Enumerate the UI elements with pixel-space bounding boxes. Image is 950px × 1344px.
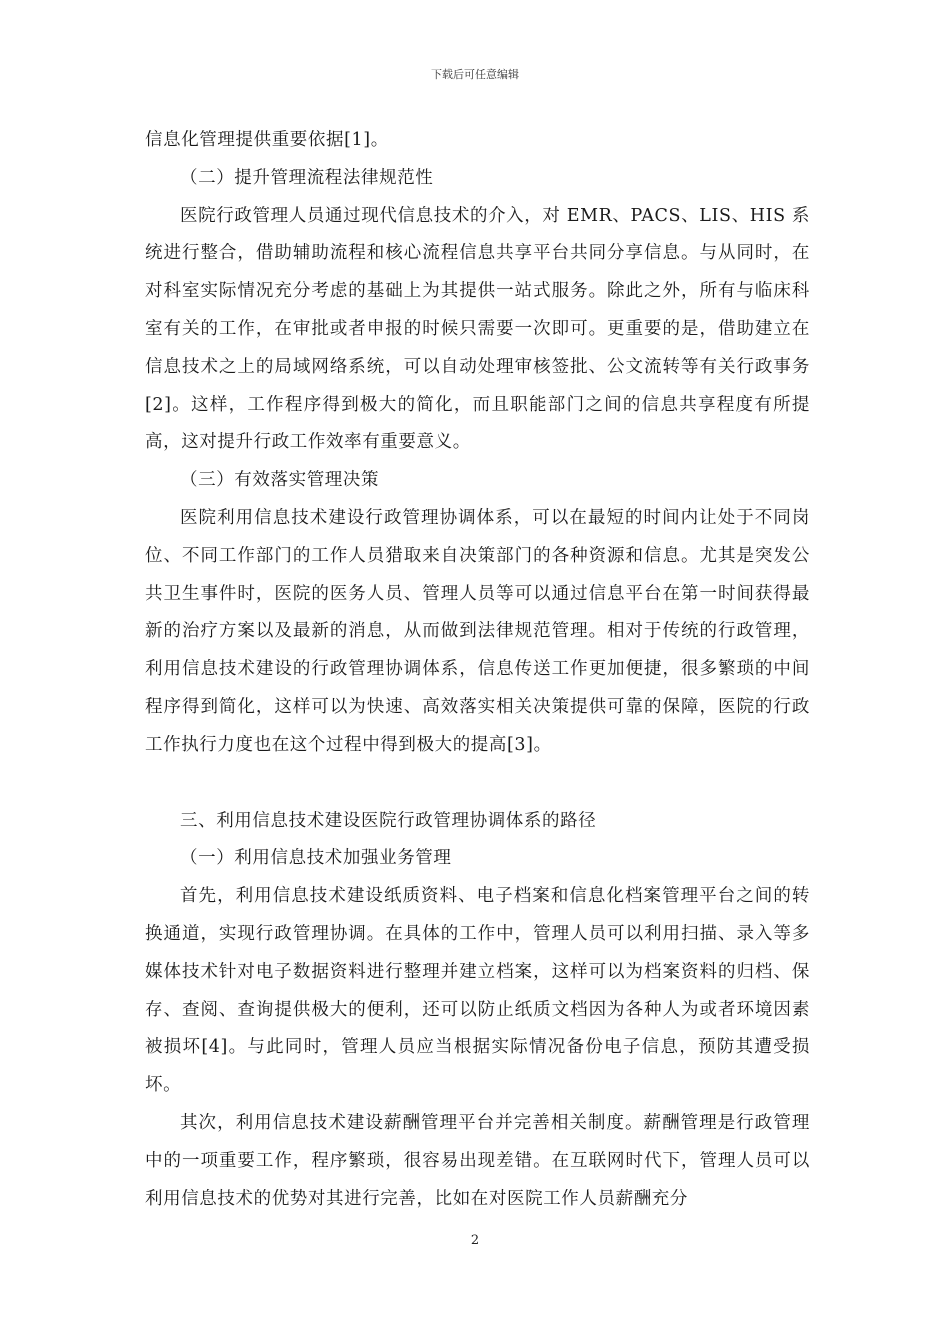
page-number: 2 <box>470 1233 480 1248</box>
section-heading-1: （一）利用信息技术加强业务管理 <box>180 848 452 869</box>
paragraph: 其次，利用信息技术建设薪酬管理平台并完善相关制度。薪酬管理是行政管理中的一项重要工作，程序繁琐，很容易出现差错。在互联网时代下，管理人员可以利用信息技术的优势对其进行完善，比如在对医院工作人员薪酬充分 <box>145 1112 810 1209</box>
paragraph: 医院行政管理人员通过现代信息技术的介入，对 EMR、PACS、LIS、HIS 系统进行整合，借助辅助流程和核心流程信息共享平台共同分享信息。与从同时，在对科室实际情况充分考虑的基础上为其提供一站式服务。除此之外，所有与临床科室有关的工作，在审批或者申报的时候只需要一次即可。更重要的是，借助建立在信息技术之上的局域网络系统，可以自动处理审核签批、公文流转等有关行政事务[2]。这样，工作程序得到极大的简化，而且职能部门之间的信息共享程度有所提高，这对提升行政工作效率有重要意义。 <box>145 205 810 453</box>
paragraph: 医院利用信息技术建设行政管理协调体系，可以在最短的时间内让处于不同岗位、不同工作部门的工作人员猎取来自决策部门的各种资源和信息。尤其是突发公共卫生事件时，医院的医务人员、管理人员等可以通过信息平台在第一时间获得最新的治疗方案以及最新的消息，从而做到法律规范管理。相对于传统的行政管理，利用信息技术建设的行政管理协调体系，信息传送工作更加便捷，很多繁琐的中间程序得到简化，这样可以为快速、高效落实相关决策提供可靠的保障，医院的行政工作执行力度也在这个过程中得到极大的提高[3]。 <box>145 507 810 755</box>
section-heading-2: （二）提升管理流程法律规范性 <box>180 167 434 188</box>
paragraph: 首先，利用信息技术建设纸质资料、电子档案和信息化档案管理平台之间的转换通道，实现行政管理协调。在具体的工作中，管理人员可以利用扫描、录入等多媒体技术针对电子数据资料进行整理并建立档案，这样可以为档案资料的归档、保存、查阅、查询提供极大的便利，还可以防止纸质文档因为各种人为或者环境因素被损坏[4]。与此同时，管理人员应当根据实际情况备份电子信息，预防其遭受损坏。 <box>145 886 810 1096</box>
body-text <box>145 122 810 1218</box>
page-header: 下载后可任意编辑 <box>431 68 519 81</box>
chapter-heading: 三、利用信息技术建设医院行政管理协调体系的路径 <box>180 810 597 831</box>
paragraph-continuation: 信息化管理提供重要依据[1]。 <box>145 130 389 150</box>
section-heading-3: （三）有效落实管理决策 <box>180 470 380 491</box>
blank-line <box>145 765 810 803</box>
